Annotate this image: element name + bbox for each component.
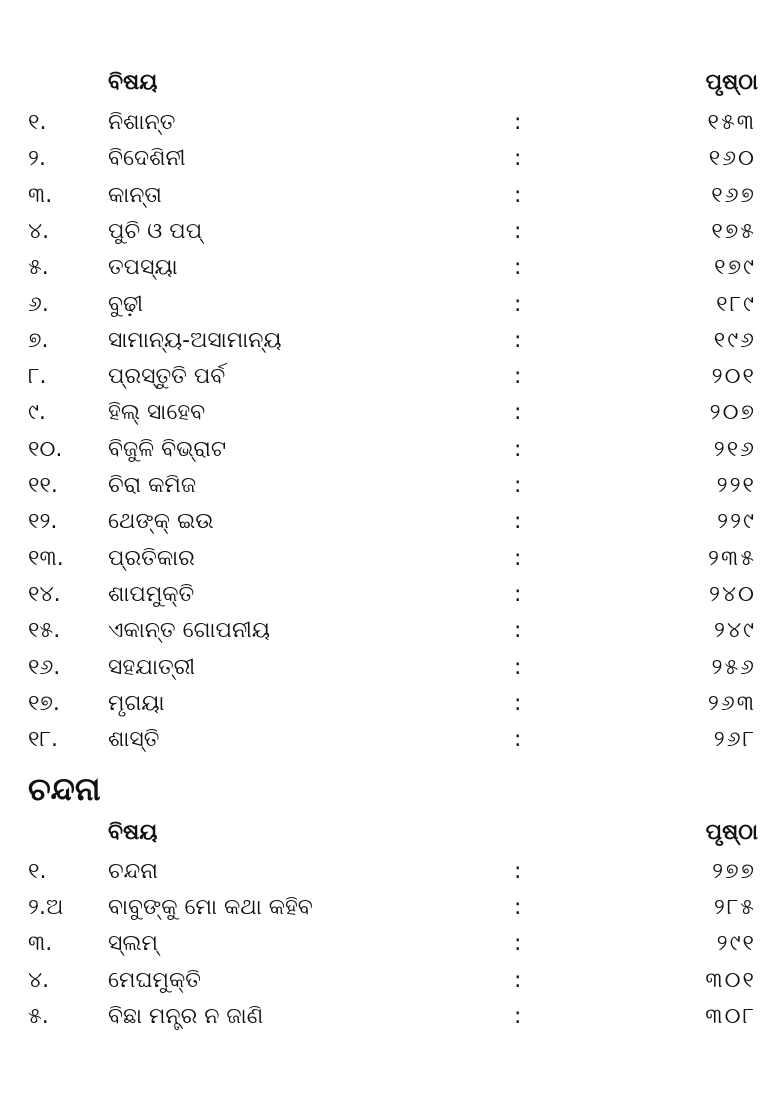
- toc-page-number: ୨୧୬: [713, 436, 756, 462]
- toc-row: [0, 999, 780, 1035]
- toc-separator: :: [514, 509, 522, 535]
- toc-page-number: ୨୨୯: [717, 509, 756, 535]
- section-title: ଚନ୍ଦନା: [28, 770, 101, 808]
- toc-title: ଶାପମୁକ୍ତି: [108, 581, 195, 607]
- toc-title: ନିଶାନ୍ତ: [108, 110, 176, 135]
- toc-page-number: ୧୬୭: [711, 182, 756, 208]
- toc-number: ୧.: [28, 110, 47, 135]
- subject-header: ବିଷୟ: [108, 70, 158, 95]
- toc-separator: :: [514, 654, 522, 680]
- toc-number: ୮.: [28, 364, 47, 390]
- toc-page-number: ୨୩୫: [708, 545, 756, 571]
- toc-title: ସାମାନ୍ୟ-ଅସାମାନ୍ୟ: [108, 327, 282, 353]
- toc-number: ୧୧.: [28, 473, 58, 498]
- toc-title: ସ୍ଲମ୍: [108, 931, 158, 957]
- page-header: ପୃଷ୍ଠା: [705, 820, 758, 845]
- toc-title: ତପସ୍ୟା: [108, 255, 178, 281]
- toc-title: ବିଜୁଳି ବିଭ୍ରାଟ: [108, 436, 227, 462]
- toc-title: ସହଯାତ୍ରୀ: [108, 654, 196, 680]
- toc-page-number: ୨୭୭: [712, 859, 756, 884]
- toc-row: [0, 178, 780, 214]
- toc-separator: :: [514, 473, 522, 498]
- toc-page-number: ୨୮୫: [713, 895, 756, 921]
- toc-separator: :: [514, 545, 522, 571]
- toc-separator: :: [514, 327, 522, 353]
- toc-row: [0, 105, 780, 141]
- toc-page-number: ୧୬୦: [708, 146, 756, 172]
- toc-separator: :: [514, 618, 522, 644]
- toc-row: [0, 650, 780, 686]
- toc-number: ୭.: [28, 327, 49, 353]
- toc-number: ୨.: [28, 146, 46, 172]
- page-header: ପୃଷ୍ଠା: [705, 70, 758, 95]
- toc-title: ବିଛା ମନ୍ତ୍ର ନ ଜାଣି: [108, 1003, 264, 1029]
- toc-title: ବୁଢ଼ୀ: [108, 291, 144, 317]
- toc-title: ଚିରା କମିଜ: [108, 473, 197, 498]
- toc-row: [0, 250, 780, 286]
- toc-separator: :: [514, 967, 522, 993]
- toc-separator: :: [514, 400, 522, 426]
- toc-number: ୬.: [28, 291, 49, 317]
- toc-number: ୧୭.: [28, 690, 60, 716]
- toc-page-number: ୨୯୧: [716, 931, 756, 957]
- toc-page-number: ୨୪୦: [709, 581, 756, 607]
- toc-row: [0, 686, 780, 722]
- toc-page-number: ୧୯୬: [713, 327, 756, 353]
- toc-row: [0, 359, 780, 395]
- toc-separator: :: [514, 364, 522, 390]
- toc-separator: :: [514, 182, 522, 208]
- toc-row: [0, 323, 780, 359]
- toc-row: [0, 287, 780, 323]
- toc-title: ମେଘମୁକ୍ତି: [108, 967, 201, 993]
- toc-page-number: ୨୬୩: [707, 690, 756, 716]
- toc-page-number: ୧୭୫: [711, 218, 756, 244]
- toc-number: ୧.: [28, 859, 47, 884]
- toc-number: ୧୨.: [28, 509, 58, 535]
- toc-number: ୪.: [28, 967, 50, 993]
- toc-page-number: ୩୦୮: [705, 1003, 756, 1029]
- toc-separator: :: [514, 581, 522, 607]
- toc-separator: :: [514, 146, 522, 172]
- toc-row: [0, 541, 780, 577]
- toc-number: ୧୫.: [28, 618, 61, 644]
- toc-page-number: ୨୪୯: [714, 618, 756, 644]
- toc-separator: :: [514, 218, 522, 244]
- toc-row: [0, 890, 780, 926]
- toc-row: [0, 926, 780, 962]
- toc-page-number: ୨୫୬: [711, 654, 756, 680]
- toc-separator: :: [514, 255, 522, 281]
- toc-page-number: ୩୦୧: [705, 967, 756, 993]
- toc-separator: :: [514, 895, 522, 921]
- toc-separator: :: [514, 110, 522, 135]
- toc-row: [0, 577, 780, 613]
- toc-number: ୧୩.: [28, 545, 64, 571]
- toc-number: ୪.: [28, 218, 50, 244]
- toc-title: ଥେଙ୍କ୍ ଇଉ: [108, 509, 214, 535]
- toc-page-number: ୨୦୧: [711, 364, 756, 390]
- toc-title: ପ୍ରତିକାର: [108, 545, 195, 571]
- toc-row: [0, 963, 780, 999]
- toc-title: ବିଦେଶିନୀ: [108, 146, 186, 172]
- toc-page-number: ୨୨୧: [716, 473, 756, 498]
- toc-number: ୩.: [28, 931, 53, 957]
- toc-separator: :: [514, 291, 522, 317]
- toc-title: ହିଲ୍ ସାହେବ: [108, 400, 206, 426]
- toc-row: [0, 468, 780, 504]
- toc-separator: :: [514, 1003, 522, 1029]
- toc-title: ବାବୁଙ୍କୁ ମୋ କଥା କହିବ: [108, 895, 313, 921]
- toc-number: ୧୪.: [28, 581, 61, 607]
- toc-row: [0, 722, 780, 758]
- toc-title: ପ୍ରସ୍ତୁତି ପର୍ବ: [108, 364, 226, 390]
- toc-number: ୧୦.: [28, 436, 63, 462]
- toc-title: କାନ୍ତା: [108, 182, 162, 208]
- toc-number: ୧୮.: [28, 727, 58, 753]
- toc-row: [0, 432, 780, 468]
- toc-title: ପୁଚି ଓ ପପ୍: [108, 218, 203, 244]
- toc-page-number: ୨୦୭: [709, 400, 756, 426]
- toc-row: [0, 613, 780, 649]
- toc-title: ଏକାନ୍ତ ଗୋପନୀୟ: [108, 618, 271, 644]
- toc-number: ୫.: [28, 1003, 49, 1029]
- toc-separator: :: [514, 690, 522, 716]
- toc-number: ୩.: [28, 182, 53, 208]
- toc-separator: :: [514, 436, 522, 462]
- toc-row: [0, 504, 780, 540]
- toc-row: [0, 141, 780, 177]
- toc-page-number: ୧୫୩: [707, 110, 756, 135]
- toc-title: ଚନ୍ଦନା: [108, 859, 158, 884]
- toc-separator: :: [514, 859, 522, 884]
- toc-title: ମୃଗୟା: [108, 690, 165, 716]
- toc-separator: :: [514, 931, 522, 957]
- toc-page-number: ୨୬୮: [713, 727, 756, 753]
- toc-row: [0, 395, 780, 431]
- toc-page-number: ୧୮୯: [716, 291, 756, 317]
- toc-number: ୨.ଅ: [28, 895, 64, 921]
- toc-row: [0, 854, 780, 890]
- toc-title: ଶାସ୍ତି: [108, 727, 160, 753]
- toc-number: ୫.: [28, 255, 49, 281]
- toc-row: [0, 214, 780, 250]
- subject-header: ବିଷୟ: [108, 820, 158, 845]
- toc-page-number: ୧୭୯: [714, 255, 756, 281]
- toc-number: ୯.: [28, 400, 46, 426]
- toc-separator: :: [514, 727, 522, 753]
- toc-number: ୧୬.: [28, 654, 61, 680]
